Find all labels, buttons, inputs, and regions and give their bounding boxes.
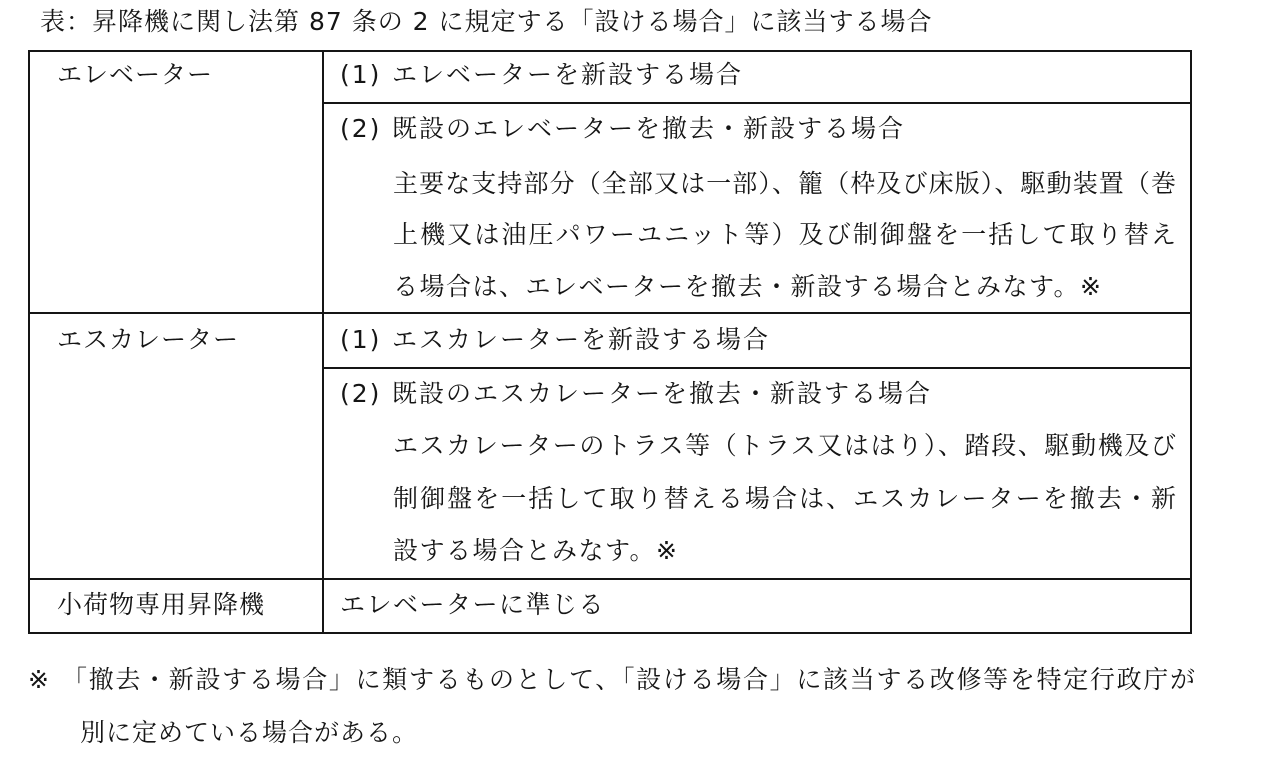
case-number: (2) <box>340 379 382 408</box>
footnote-mark: ※ <box>28 665 49 694</box>
escalator-case-2 <box>340 379 932 409</box>
dumbwaiter-text: エレベーターに準じる <box>340 590 606 619</box>
elevator-detail-line: 主要な支持部分（全部又は一部）、籠（枠及び床版）、駆動装置（巻 <box>393 169 1176 198</box>
case-text: エレベーターを新設する場合 <box>392 60 744 89</box>
table-caption: 表：昇降機に関し法第 87 条の 2 に規定する「設ける場合」に該当する場合 <box>40 7 933 36</box>
dumbwaiter-label: 小荷物専用昇降機 <box>57 590 266 619</box>
case-number: (1) <box>340 325 382 354</box>
escalator-case-1 <box>340 325 770 355</box>
case-number: (1) <box>340 60 382 89</box>
escalator-detail-line: エスカレーターのトラス等（トラス又ははり）、踏段、駆動機及び <box>393 431 1176 460</box>
elevator-detail-line: る場合は、エレベーターを撤去・新設する場合とみなす。※ <box>393 272 1103 301</box>
footnote-line: 「撤去・新設する場合」に類するものとして、「設ける場合」に該当する改修等を特定行政庁が <box>62 665 1195 694</box>
case-number: (2) <box>340 114 382 143</box>
escalator-label: エスカレーター <box>57 325 240 354</box>
elevator-detail-line: 上機又は油圧パワーユニット等）及び制御盤を一括して取り替え <box>393 220 1176 249</box>
elevator-subrow-divider <box>323 102 1192 104</box>
elevator-case-2 <box>340 114 905 144</box>
escalator-subrow-divider <box>323 367 1192 369</box>
column-divider <box>322 50 324 634</box>
row-divider <box>28 312 1192 314</box>
elevator-case-1 <box>340 60 743 90</box>
case-text: エスカレーターを新設する場合 <box>392 325 771 354</box>
elevator-label: エレベーター <box>57 60 214 89</box>
escalator-detail-line: 設する場合とみなす。※ <box>393 536 679 565</box>
row-divider <box>28 578 1192 580</box>
case-text: 既設のエスカレーターを撤去・新設する場合 <box>392 379 933 408</box>
footnote-line: 別に定めている場合がある。 <box>80 718 419 747</box>
escalator-detail-line: 制御盤を一括して取り替える場合は、エスカレーターを撤去・新 <box>393 484 1176 513</box>
case-text: 既設のエレベーターを撤去・新設する場合 <box>392 114 906 143</box>
